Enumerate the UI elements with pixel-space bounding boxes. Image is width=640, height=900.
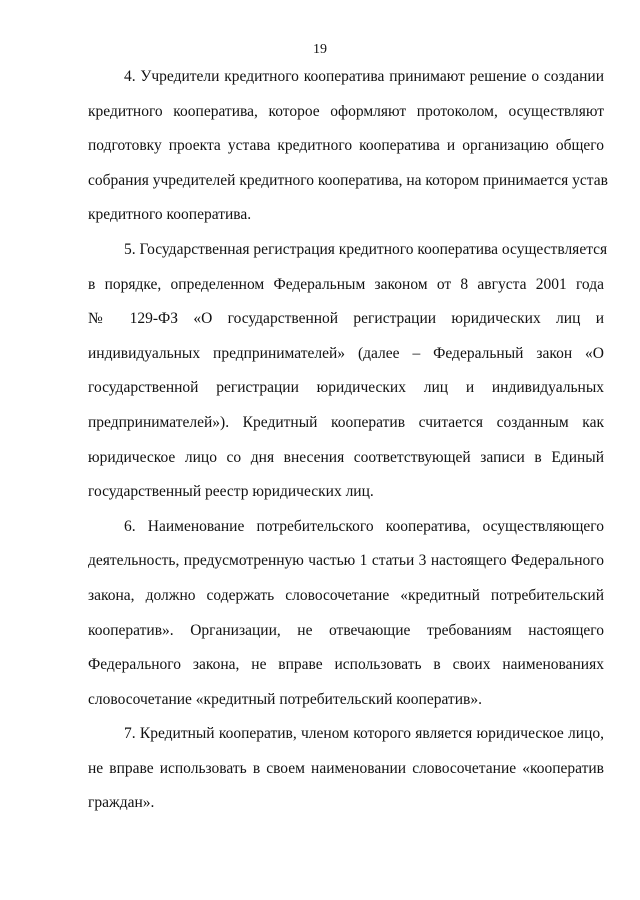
text-line: предпринимателей»). Кредитный кооператив считается созданным как xyxy=(88,413,604,431)
paragraph-7 xyxy=(88,717,604,821)
text-line: 5. Государственная регистрация кредитного кооператива осуществляется xyxy=(124,240,608,258)
text-line: словосочетание «кредитный потребительский кооператив». xyxy=(88,690,482,708)
text-line: граждан». xyxy=(88,794,155,812)
text-line: деятельность, предусмотренную частью 1 статьи 3 настоящего Федерального xyxy=(88,552,604,570)
text-line: собрания учредителей кредитного кооператива, на котором принимается устав xyxy=(88,171,608,189)
paragraph-5 xyxy=(88,233,608,510)
text-line: юридическое лицо со дня внесения соответствующей записи в Единый xyxy=(88,448,604,466)
text-line: закона, должно содержать словосочетание «кредитный потребительский xyxy=(88,586,604,604)
text-line: не вправе использовать в своем наименовании словосочетание «кооператив xyxy=(88,759,604,777)
text-line: Федерального закона, не вправе использовать в своих наименованиях xyxy=(88,656,604,674)
text-line: кооператив». Организации, не отвечающие требованиям настоящего xyxy=(88,621,604,639)
document-body xyxy=(88,60,608,821)
text-line: 4. Учредители кредитного кооператива принимают решение о создании xyxy=(124,68,604,85)
paragraph-6 xyxy=(88,510,604,718)
text-line: 7. Кредитный кооператив, членом которого является юридическое лицо, xyxy=(124,725,604,743)
text-line: кредитного кооператива, которое оформляют протоколом, осуществляют xyxy=(88,102,604,120)
text-line: в порядке, определенном Федеральным законом от 8 августа 2001 года xyxy=(88,275,604,293)
page-number: 19 xyxy=(313,42,327,57)
text-line: кредитного кооператива. xyxy=(88,206,252,224)
text-line: № 129-ФЗ «О государственной регистрации юридических лиц и xyxy=(88,310,604,328)
text-line: индивидуальных предпринимателей» (далее – Федеральный закон «О xyxy=(88,344,604,362)
paragraph-4 xyxy=(88,60,608,233)
text-line: государственный реестр юридических лиц. xyxy=(88,483,374,501)
text-line: 6. Наименование потребительского кооператива, осуществляющего xyxy=(124,517,604,535)
text-line: государственной регистрации юридических лиц и индивидуальных xyxy=(88,379,604,397)
text-line: подготовку проекта устава кредитного кооператива и организацию общего xyxy=(88,137,604,155)
